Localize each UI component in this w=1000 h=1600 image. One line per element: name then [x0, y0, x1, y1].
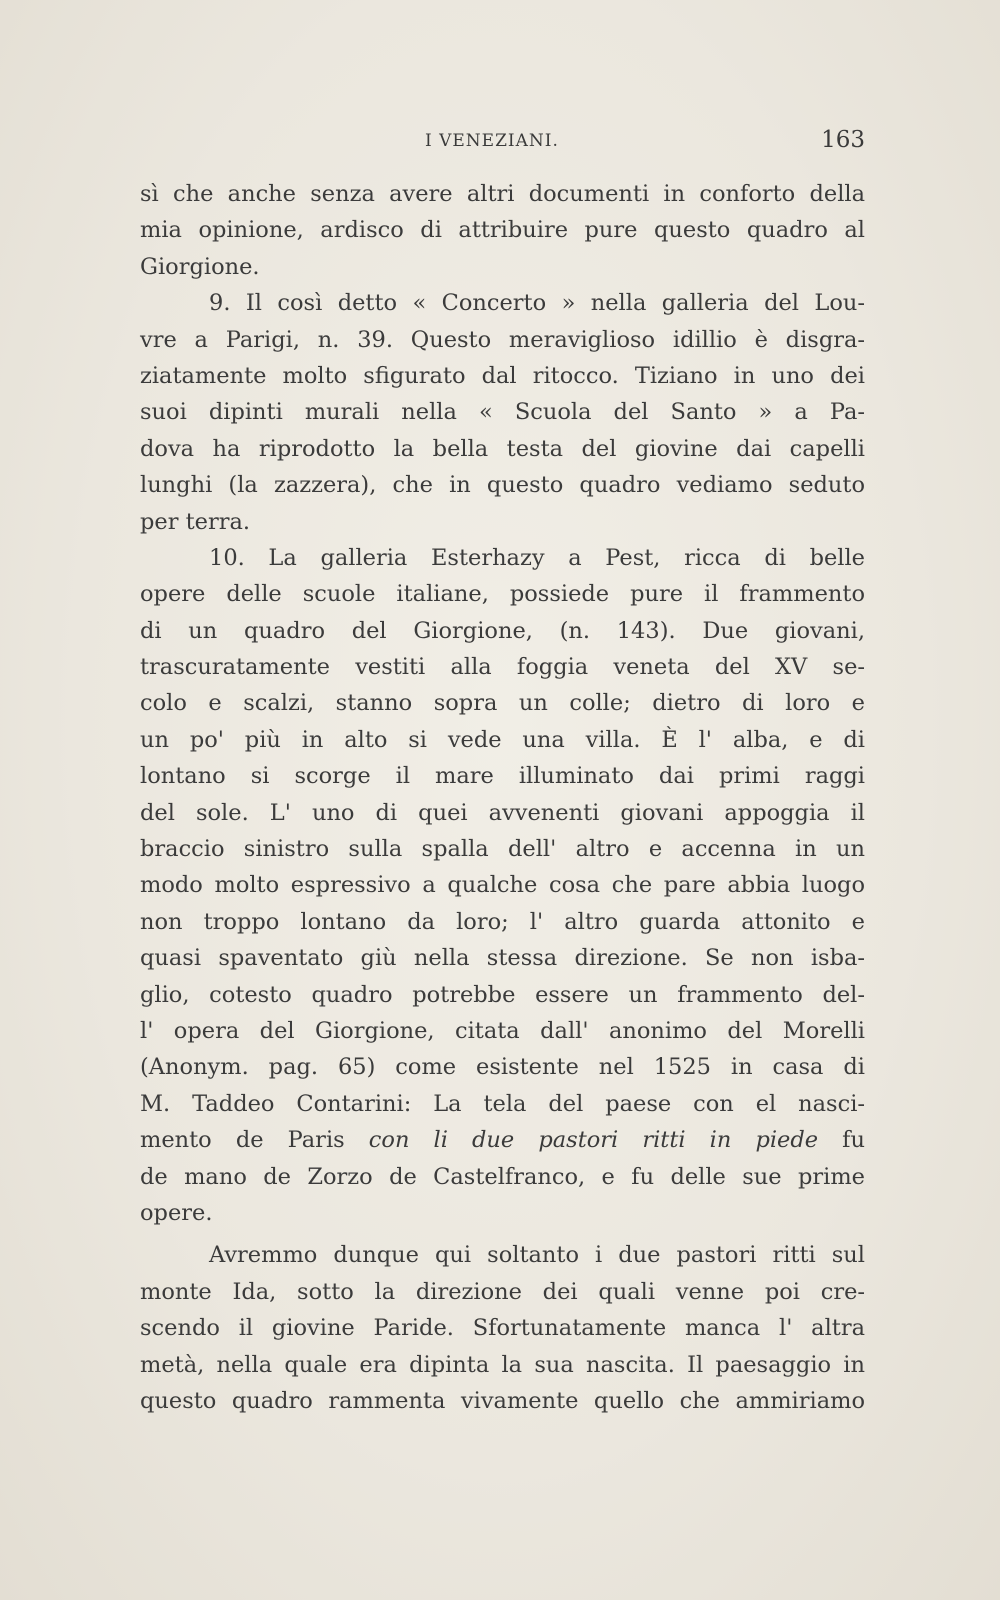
- text-line: scendo il giovine Paride. Sfortunatamente manca l' altra: [140, 1315, 865, 1342]
- text-line: sì che anche senza avere altri documenti in conforto della: [140, 181, 865, 207]
- text-line: glio, cotesto quadro potrebbe essere un frammento del-: [140, 981, 865, 1008]
- page-number: 163: [821, 127, 865, 153]
- text-line: metà, nella quale era dipinta la sua nascita. Il paesaggio in: [140, 1351, 865, 1378]
- text-line: (Anonym. pag. 65) come esistente nel 1525 in casa di: [140, 1054, 865, 1081]
- text-line: per terra.: [140, 508, 251, 535]
- text-line: opere.: [140, 1199, 213, 1226]
- body-text: [140, 176, 865, 1419]
- text-line: vre a Parigi, n. 39. Questo meraviglioso idillio è disgra-: [140, 326, 865, 353]
- text-line: un po' più in alto si vede una villa. È l' alba, e di: [140, 726, 865, 753]
- text-line: dova ha riprodotto la bella testa del giovine dai capelli: [140, 435, 865, 462]
- text-line: ziatamente molto sfigurato dal ritocco. Tiziano in uno dei: [140, 362, 865, 389]
- running-head: I VENEZIANI.: [425, 131, 559, 151]
- text-line: braccio sinistro sulla spalla dell' altro e accenna in un: [140, 836, 865, 863]
- text-line: mia opinione, ardisco di attribuire pure questo quadro al: [140, 217, 865, 244]
- text-line: monte Ida, sotto la direzione dei quali venne poi cre-: [140, 1278, 865, 1305]
- text-line: 9. Il così detto « Concerto » nella galleria del Lou-: [209, 290, 865, 317]
- text-line: Avremmo dunque qui soltanto i due pastori ritti sul: [209, 1242, 865, 1269]
- text-line: trascuratamente vestiti alla foggia veneta del XV se-: [140, 654, 865, 681]
- text-line: 10. La galleria Esterhazy a Pest, ricca di belle: [209, 544, 865, 571]
- text-line: lontano si scorge il mare illuminato dai primi raggi: [140, 763, 865, 790]
- text-line-with-italic: [140, 1122, 865, 1158]
- text-line: suoi dipinti murali nella « Scuola del Santo » a Pa-: [140, 399, 865, 426]
- line-suffix: fu: [818, 1127, 865, 1154]
- text-line: questo quadro rammenta vivamente quello che ammiriamo: [140, 1387, 865, 1414]
- text-line: de mano de Zorzo de Castelfranco, e fu delle sue prime: [140, 1163, 865, 1190]
- text-line: M. Taddeo Contarini: La tela del paese con el nasci-: [140, 1090, 865, 1117]
- page-header: [140, 127, 865, 157]
- text-line: non troppo lontano da loro; l' altro guarda attonito e: [140, 908, 865, 935]
- text-line: opere delle scuole italiane, possiede pure il frammento: [140, 581, 865, 608]
- text-line: l' opera del Giorgione, citata dall' anonimo del Morelli: [140, 1017, 865, 1044]
- line-prefix: mento de Paris: [140, 1127, 369, 1154]
- text-line: Giorgione.: [140, 253, 260, 280]
- text-line: lunghi (la zazzera), che in questo quadro vediamo seduto: [140, 472, 865, 499]
- text-line: del sole. L' uno di quei avvenenti giovani appoggia il: [140, 799, 865, 826]
- text-line: di un quadro del Giorgione, (n. 143). Due giovani,: [140, 617, 865, 644]
- italic-quote: con li due pastori ritti in piede: [368, 1127, 819, 1154]
- text-line: modo molto espressivo a qualche cosa che pare abbia luogo: [140, 872, 865, 899]
- text-line: quasi spaventato giù nella stessa direzione. Se non isba-: [140, 945, 865, 972]
- text-line: colo e scalzi, stanno sopra un colle; dietro di loro e: [140, 690, 865, 717]
